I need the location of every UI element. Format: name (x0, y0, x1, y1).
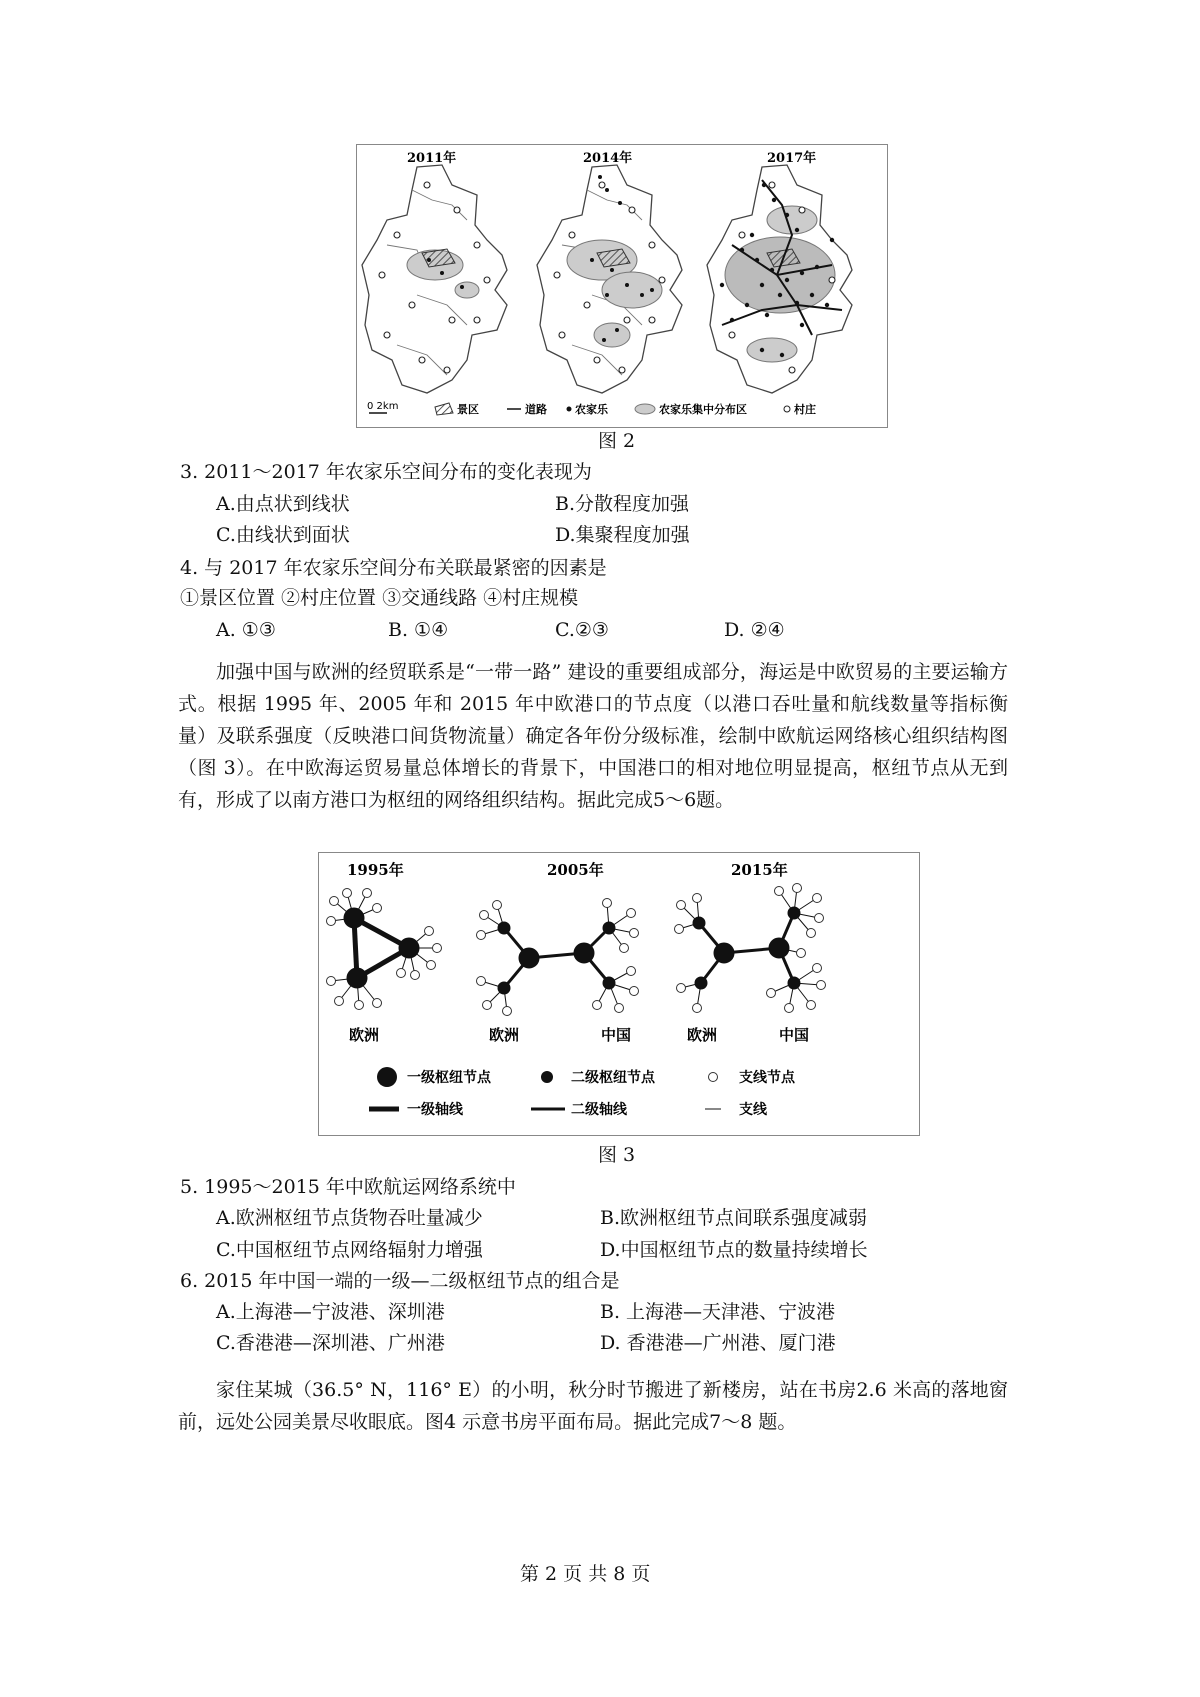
q4-option-c[interactable]: C.②③ (555, 619, 609, 641)
legend-village: 村庄 (794, 403, 816, 416)
passage-study-room: 家住某城（36.5° N，116° E）的小明，秋分时节搬进了新楼房，站在书房2.6 米高的落地窗前，远处公园美景尽收眼底。图4 示意书房平面布局。据此完成7～8 题。 (178, 1379, 1008, 1433)
figure-2-maps (356, 144, 888, 428)
figure-2-caption: 图 2 (598, 430, 636, 452)
q4-stem: 4. 与 2017 年农家乐空间分布关联最紧密的因素是 (180, 557, 607, 579)
fig3-year-2005: 2005年 (547, 861, 604, 879)
fig2-year-2017: 2017年 (767, 151, 817, 166)
q6-option-d[interactable]: D. 香港港—广州港、厦门港 (600, 1332, 836, 1354)
q5-option-a[interactable]: A.欧洲枢纽节点货物吞吐量减少 (216, 1207, 483, 1229)
map-2014 (537, 165, 682, 393)
q5-option-c[interactable]: C.中国枢纽节点网络辐射力增强 (216, 1239, 483, 1261)
q4-option-d[interactable]: D. ②④ (724, 619, 785, 641)
hub1-swatch (377, 1067, 397, 1087)
network-2005 (477, 899, 639, 1016)
fig3-2005-china-label: 中国 (601, 1026, 632, 1044)
q6-option-b[interactable]: B. 上海港—天津港、宁波港 (600, 1301, 836, 1323)
legend-scenic: 景区 (457, 403, 479, 416)
figure-3-network (318, 852, 920, 1136)
network-1995 (327, 889, 442, 1010)
q5-option-d[interactable]: D.中国枢纽节点的数量持续增长 (600, 1239, 868, 1261)
fig2-year-2014: 2014年 (583, 151, 633, 166)
q4-factors: ①景区位置 ②村庄位置 ③交通线路 ④村庄规模 (180, 587, 579, 609)
map-2017 (707, 165, 852, 393)
q5-stem: 5. 1995～2015 年中欧航运网络系统中 (180, 1176, 516, 1198)
q3-option-c[interactable]: C.由线状到面状 (216, 524, 350, 546)
passage-shipping-network: 加强中国与欧洲的经贸联系是“一带一路” 建设的重要组成部分，海运是中欧贸易的主要运输方式。根据 1995 年、2005 年和 2015 年中欧港口的节点度（以港口吞吐量和航线数量等指标衡量）及联系强度（反映港口间货物流量）确定各年份分级标准，绘制中欧航运网络核心组织结构图（图 3）。在中欧海运贸易量总体增长的背景下，中国港口的相对地位明显提高，枢纽节点从无到有，形成了以南方港口为枢纽的网络组织结构。据此完成5～6题。 (178, 661, 1009, 811)
figure-2-svg (357, 145, 887, 427)
legend-hub1: 一级枢纽节点 (407, 1070, 491, 1086)
fig3-year-2015: 2015年 (731, 861, 788, 879)
map-2011 (362, 165, 507, 393)
hub2-swatch (541, 1071, 553, 1083)
legend-axis2: 二级轴线 (571, 1102, 627, 1118)
q3-option-b[interactable]: B.分散程度加强 (555, 493, 690, 515)
q3-stem: 3. 2011～2017 年农家乐空间分布的变化表现为 (180, 461, 592, 483)
q6-option-c[interactable]: C.香港港—深圳港、广州港 (216, 1332, 445, 1354)
legend-axis1: 一级轴线 (407, 1102, 463, 1118)
figure-3-caption: 图 3 (598, 1144, 636, 1166)
legend-farmhouse: 农家乐 (575, 403, 608, 416)
page-footer: 第 2 页 共 8 页 (520, 1563, 651, 1585)
fig3-2005-europe-label: 欧洲 (489, 1026, 520, 1044)
q3-option-a[interactable]: A.由点状到线状 (216, 493, 350, 515)
q4-option-a[interactable]: A. ①③ (216, 619, 276, 641)
legend-cluster: 农家乐集中分布区 (659, 403, 747, 416)
cluster-area-swatch (635, 404, 655, 414)
village-swatch (784, 406, 790, 412)
fig3-1995-europe-label: 欧洲 (349, 1026, 380, 1044)
legend-road: 道路 (525, 403, 547, 416)
q5-option-b[interactable]: B.欧洲枢纽节点间联系强度减弱 (600, 1207, 868, 1229)
legend-hub2: 二级枢纽节点 (571, 1070, 655, 1086)
fig3-2015-china-label: 中国 (779, 1026, 810, 1044)
scenic-area-swatch (435, 403, 453, 415)
branch-node-swatch (709, 1073, 718, 1082)
network-2015 (675, 884, 826, 1013)
figure-3-svg (319, 853, 919, 1135)
legend-branch: 支线节点 (739, 1070, 795, 1086)
fig2-year-2011: 2011年 (407, 151, 457, 166)
fig3-year-1995: 1995年 (347, 861, 404, 879)
legend-line: 支线 (739, 1102, 767, 1118)
fig2-legend (367, 401, 816, 416)
fig3-2015-europe-label: 欧洲 (687, 1026, 718, 1044)
q3-option-d[interactable]: D.集聚程度加强 (555, 524, 690, 546)
q4-option-b[interactable]: B. ①④ (388, 619, 449, 641)
farmhouse-swatch (567, 407, 572, 412)
q6-stem: 6. 2015 年中国一端的一级—二级枢纽节点的组合是 (180, 1270, 620, 1292)
scale-bar-label: 0 2km (367, 401, 399, 412)
fig3-legend (369, 1067, 796, 1118)
q6-option-a[interactable]: A.上海港—宁波港、深圳港 (216, 1301, 445, 1323)
